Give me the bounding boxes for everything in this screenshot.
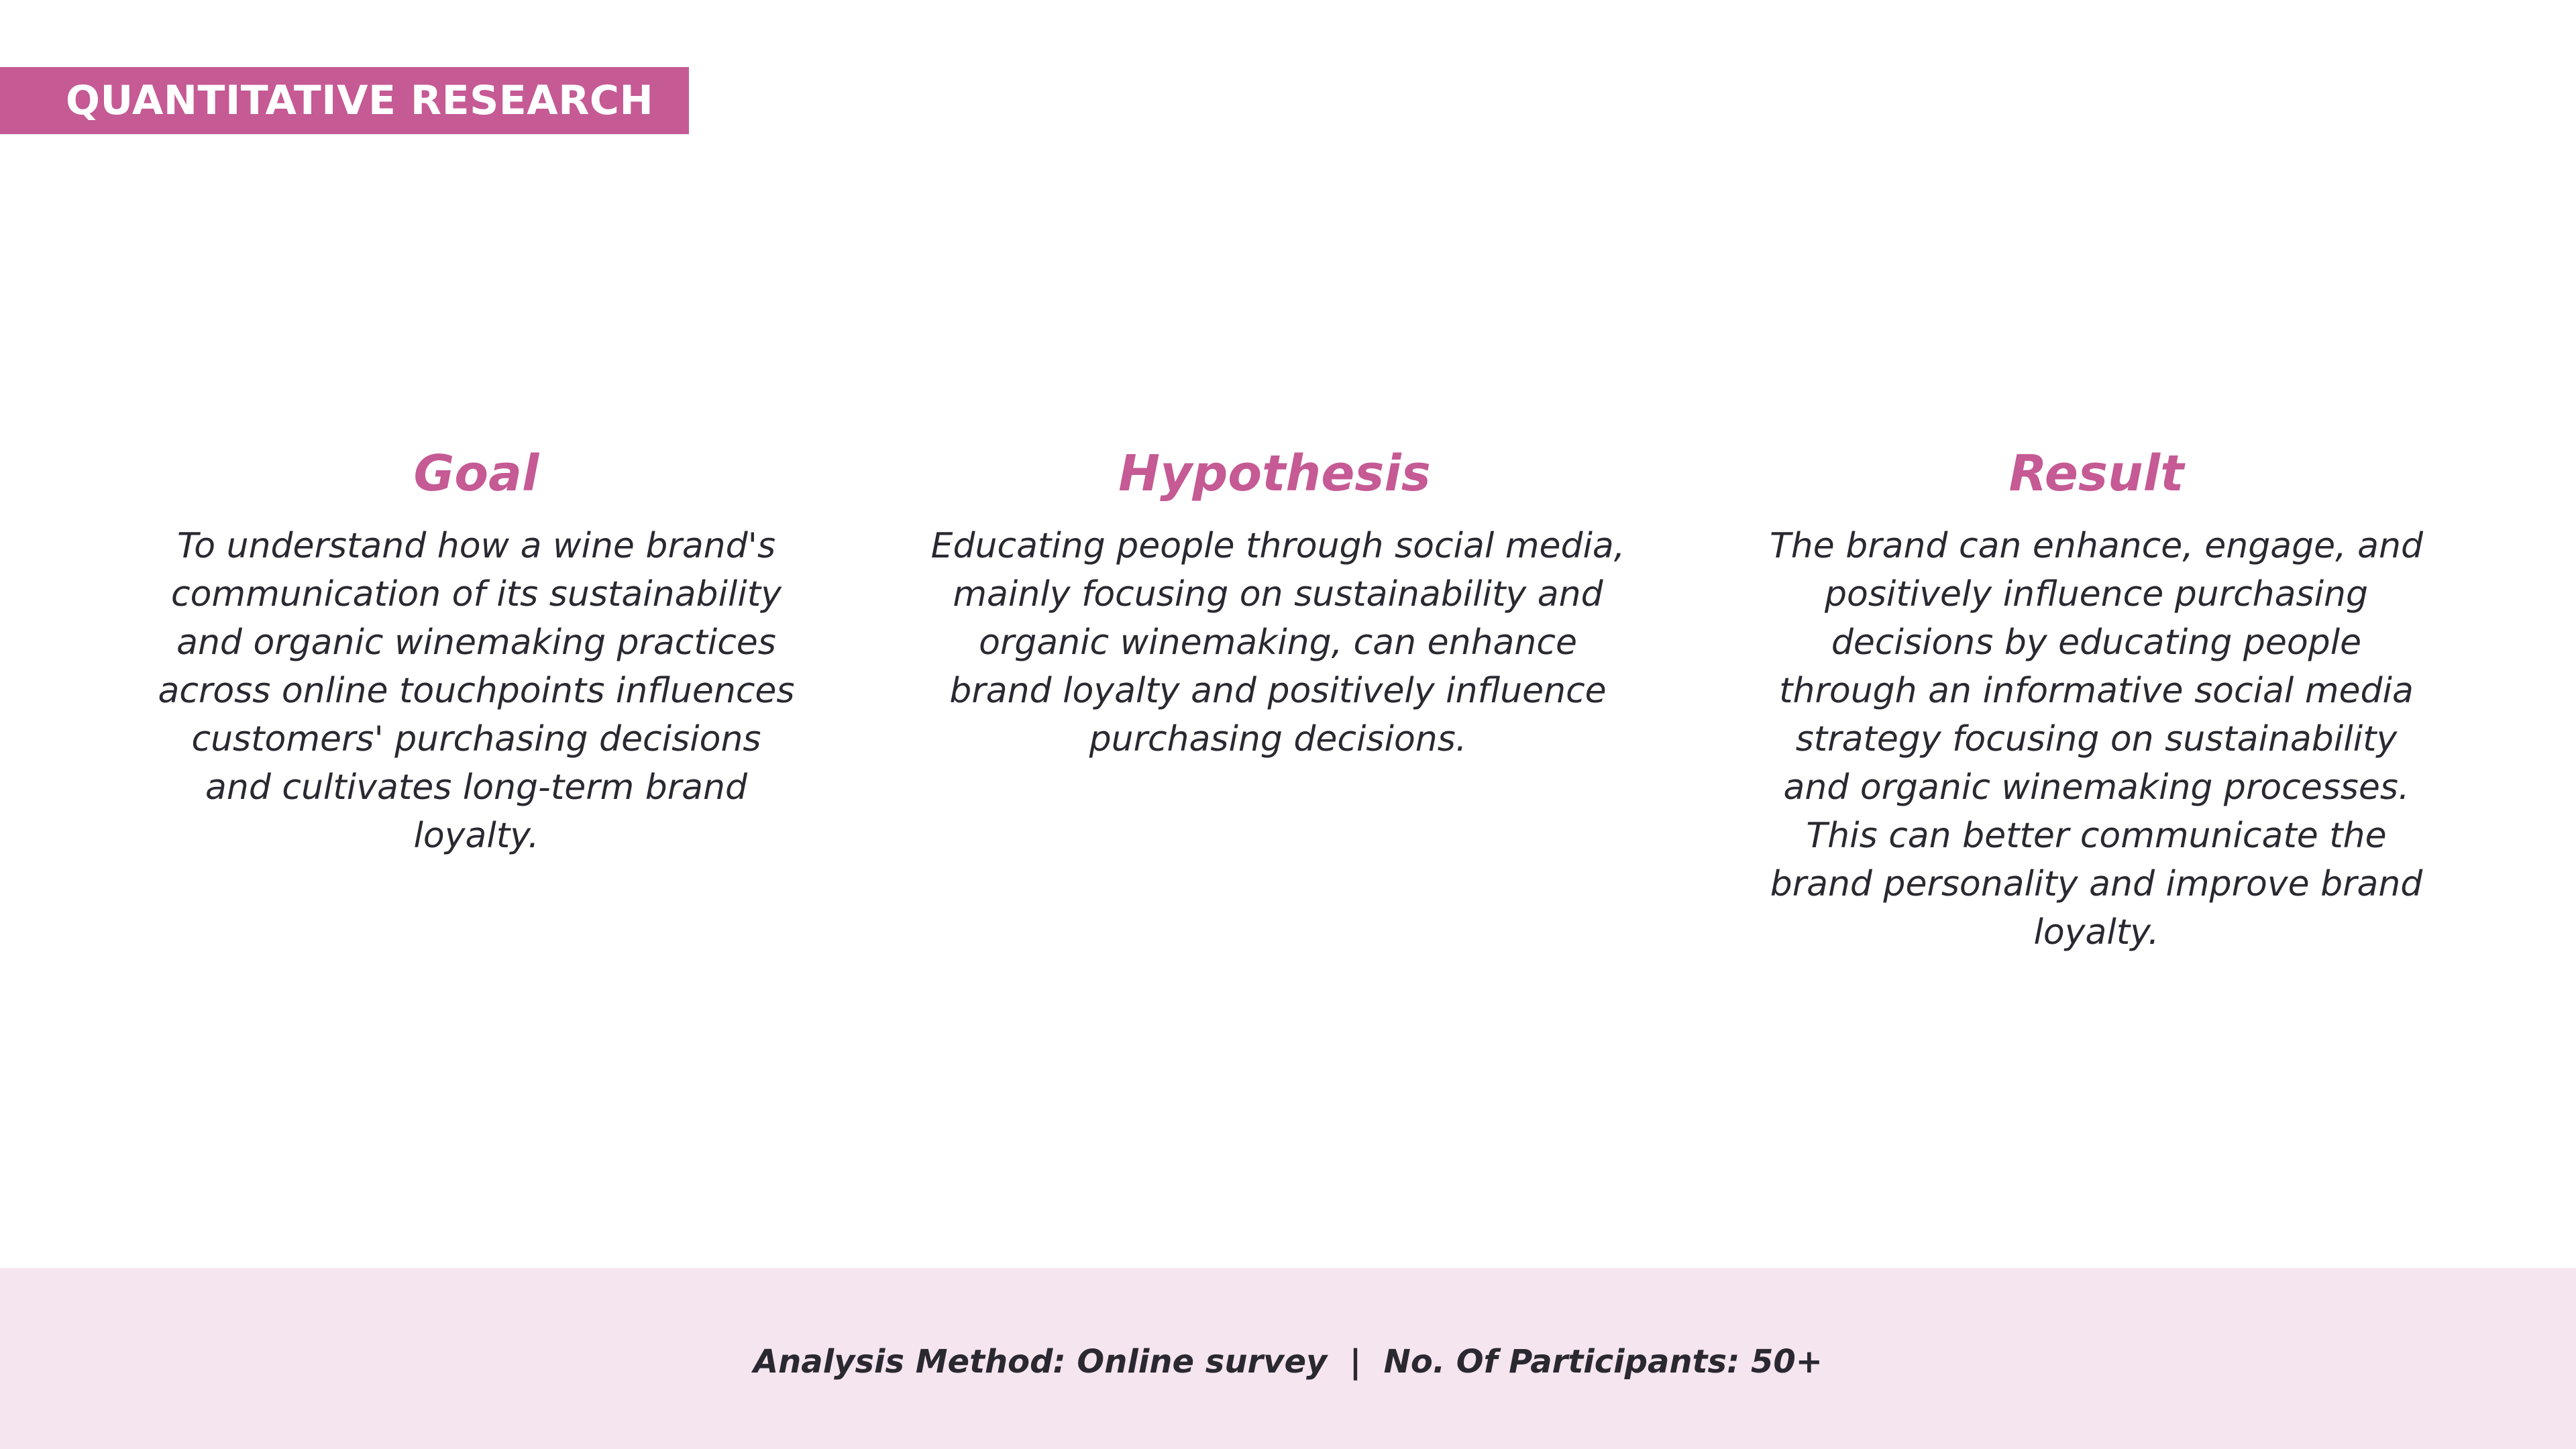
result-text: The brand can enhance, engage, and positively influence purchasing decisions by educating people through an informative social media strategy focusing on sustainability and organic winemaking processes. This can better communicate the brand personality and improve brand loyalty. <box>1769 526 2423 953</box>
goal-heading: Goal <box>413 445 539 502</box>
goal-column <box>127 437 825 860</box>
goal-text: To understand how a wine brand's communication of its sustainability and organic winemaking practices across online touchpoints influences customers' purchasing decisions and cultivates long-term brand loyalty. <box>158 526 795 856</box>
section-title-banner <box>0 67 689 134</box>
hypothesis-text: Educating people through social media, mainly focusing on sustainability and organic winemaking, can enhance brand loyalty and positively influence purchasing decisions. <box>930 526 1625 759</box>
footer-analysis-info: Analysis Method: Online survey | No. Of Participants: 50+ <box>753 1343 1823 1381</box>
result-heading: Result <box>2008 445 2184 502</box>
result-column <box>1748 437 2445 957</box>
section-title: QUANTITATIVE RESEARCH <box>66 77 654 124</box>
footer-band <box>0 1268 2576 1449</box>
hypothesis-heading: Hypothesis <box>1118 445 1431 502</box>
hypothesis-column <box>926 437 1623 763</box>
